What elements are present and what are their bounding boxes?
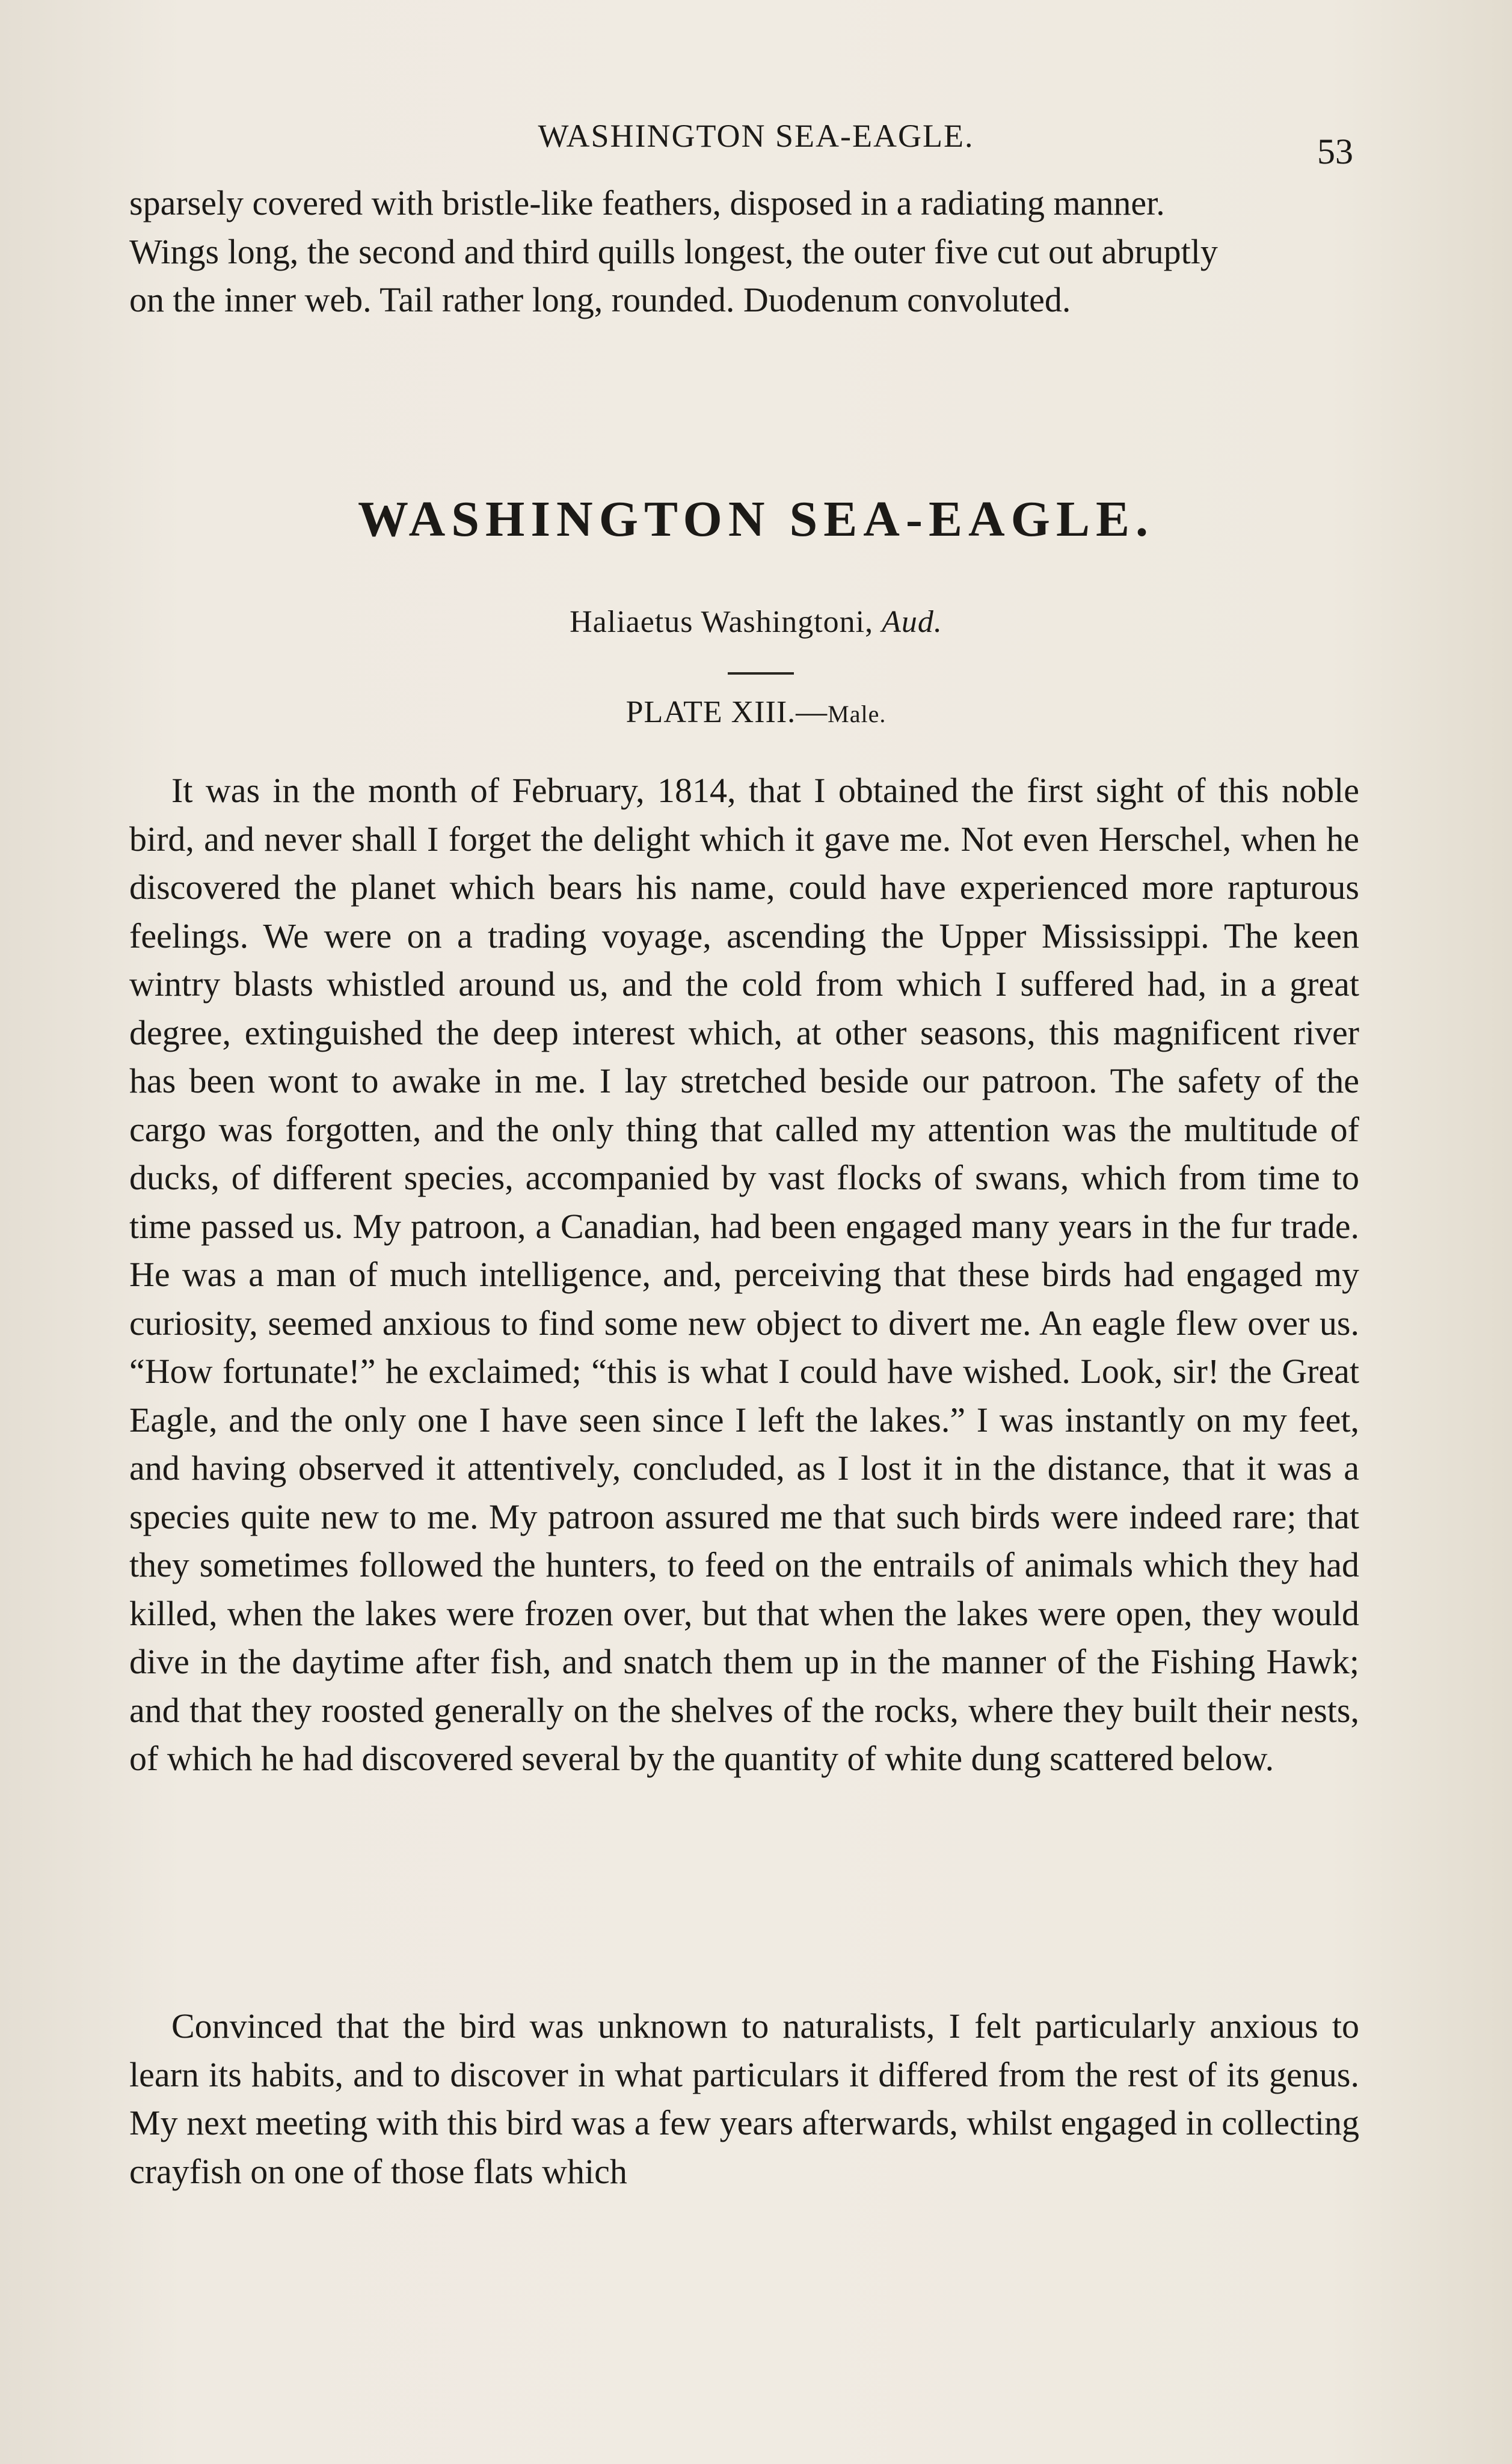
continued-line: sparsely covered with bristle-like feathers, disposed in a radiating manner. (129, 183, 1165, 222)
plate-label: PLATE XIII.— (625, 695, 828, 729)
latin-name-genus-species: Haliaetus Washingtoni, (570, 605, 874, 639)
plate-caption (0, 694, 1512, 730)
body-paragraph-2: Convinced that the bird was unknown to naturalists, I felt particularly anxious to learn its habits, and to discover in what particulars it differed from the rest of its genus. My next meeting with this bird was a few years afterwards, whilst engaged in collecting crayfish on one of those flats which (129, 2006, 1359, 2191)
latin-name-author: Aud. (882, 605, 942, 639)
page-number: 53 (1317, 132, 1353, 171)
running-head: WASHINGTON SEA-EAGLE. (538, 118, 974, 154)
body-paragraph-1: It was in the month of February, 1814, that I obtained the first sight of this noble bird, and never shall I forget the delight which it gave me. Not even Herschel, when he discovered the planet which bears his name, could have experienced more rapturous feelings. We were on a trading voyage, ascending the Upper Mississippi. The keen wintry blasts whistled around us, and the cold from which I suffered had, in a great degree, extinguished the deep interest which, at other seasons, this magnificent river has been wont to awake in me. I lay stretched beside our patroon. The safety of the cargo was forgotten, and the only thing that called my attention was the multitude of ducks, of different species, accompanied by vast flocks of swans, which from time to time passed us. My patroon, a Canadian, had been engaged many years in the fur trade. He was a man of much intelligence, and, perceiving that these birds had engaged my curiosity, seemed anxious to find some new object to divert me. An eagle flew over us. “How fortunate!” he exclaimed; “this is what I could have wished. Look, sir! the Great Eagle, and the only one I have seen since I left the lakes.” I was instantly on my feet, and having observed it attentively, concluded, as I lost it in the distance, that it was a species quite new to me. My patroon assured me that such birds were indeed rare; that they sometimes followed the hunters, to feed on the entrails of animals which they had killed, when the lakes were frozen over, but that when the lakes were open, they would dive in the daytime after fish, and snatch them up in the manner of the Fishing Hawk; and that they roosted generally on the shelves of the rocks, where they built their nests, of which he had discovered several by the quantity of white dung scattered below. (129, 771, 1359, 1778)
continued-description (129, 179, 1359, 325)
latin-name (0, 604, 1512, 640)
continued-line: on the inner web. Tail rather long, rounded. Duodenum convoluted. (129, 280, 1071, 319)
continued-line: Wings long, the second and third quills longest, the outer five cut out abruptly (129, 231, 1218, 271)
plate-sex: Male. (828, 700, 887, 728)
plate-rule (728, 672, 794, 675)
article-title: WASHINGTON SEA-EAGLE. (357, 491, 1155, 547)
